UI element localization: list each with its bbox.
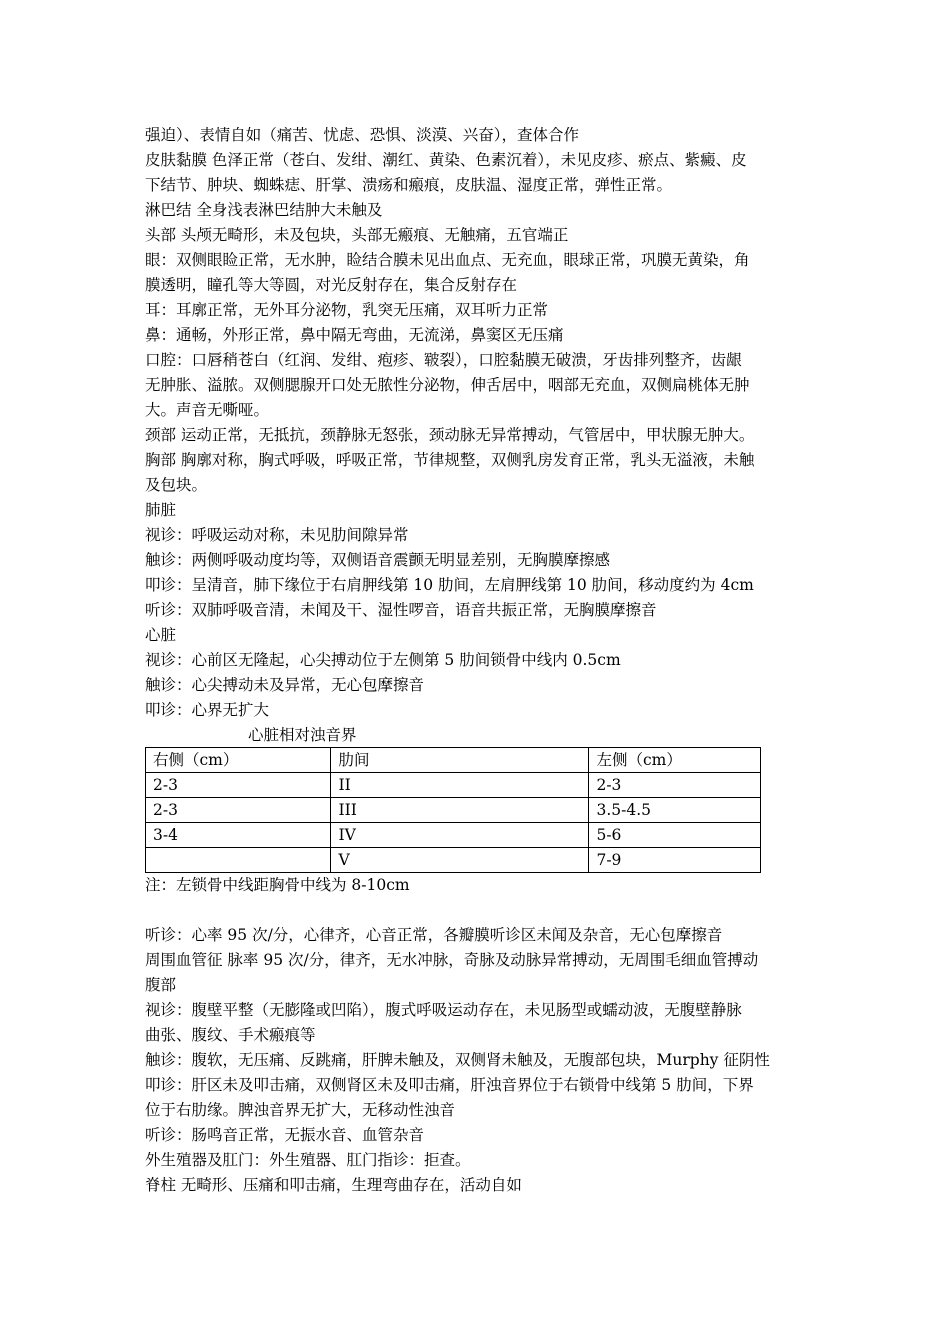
text-line: 位于右肋缘。脾浊音界无扩大，无移动性浊音 [145,1101,456,1119]
text-line: 听诊：肠鸣音正常，无振水音、血管杂音 [145,1126,425,1144]
table-cell: 2-3 [146,798,331,823]
text-line: 周围血管征 脉率 95 次/分，律齐，无水冲脉，奇脉及动脉异常搏动，无周围毛细血管搏动 [145,951,759,969]
text-line: 触诊：心尖搏动未及异常，无心包摩擦音 [145,676,425,694]
text-line: 脊柱 无畸形、压痛和叩击痛，生理弯曲存在，活动自如 [145,1176,522,1194]
table-header-row [146,748,761,773]
text-line: 外生殖器及肛门：外生殖器、肛门指诊：拒查。 [145,1151,471,1169]
document-content [145,123,810,1198]
text-line: 听诊：双肺呼吸音清，未闻及干、湿性啰音，语音共振正常，无胸膜摩擦音 [145,601,657,619]
text-line: 心脏 [145,626,177,644]
text-line: 耳：耳廓正常，无外耳分泌物，乳突无压痛，双耳听力正常 [145,301,549,319]
table-cell: 2-3 [146,773,331,798]
text-line: 叩诊：肝区未及叩击痛，双侧肾区未及叩击痛，肝浊音界位于右锁骨中线第 5 肋间，下界 [145,1076,754,1094]
text-line: 触诊：两侧呼吸动度均等，双侧语音震颤无明显差别，无胸膜摩擦感 [145,551,611,569]
text-line: 视诊：腹壁平整（无膨隆或凹陷），腹式呼吸运动存在，未见肠型或蠕动波，无腹壁静脉 [145,1001,742,1019]
table-cell: 2-3 [589,773,761,798]
table-note: 注：左锁骨中线距胸骨中线为 8-10cm [145,876,410,894]
text-line: 无肿胀、溢脓。双侧腮腺开口处无脓性分泌物，伸舌居中，咽部无充血，双侧扁桃体无肿 [145,376,750,394]
text-line: 曲张、腹纹、手术瘢痕等 [145,1026,316,1044]
cardiac-dullness-table [145,747,761,873]
header-right-side: 右侧（cm） [146,748,331,773]
blank-line [145,898,810,923]
table-row [146,823,761,848]
text-line: 口腔：口唇稍苍白（红润、发绀、疱疹、皲裂），口腔黏膜无破溃，牙齿排列整齐，齿龈 [145,351,742,369]
text-line: 大。声音无嘶哑。 [145,401,270,419]
table-cell: IV [331,823,589,848]
table-cell [146,848,331,873]
text-line: 及包块。 [145,476,208,494]
header-intercostal: 肋间 [331,748,589,773]
table-cell: 7-9 [589,848,761,873]
text-line: 膜透明，瞳孔等大等圆，对光反射存在，集合反射存在 [145,276,518,294]
text-block-before-table [145,123,810,723]
text-line: 头部 头颅无畸形，未及包块，头部无瘢痕、无触痛，五官端正 [145,226,569,244]
table-cell: 3-4 [146,823,331,848]
text-line: 强迫）、表情自如（痛苦、忧虑、恐惧、淡漠、兴奋），查体合作 [145,126,580,144]
table-cell: 5-6 [589,823,761,848]
text-block-after-table [145,923,810,1198]
text-line: 鼻：通畅，外形正常，鼻中隔无弯曲，无流涕，鼻窦区无压痛 [145,326,564,344]
text-line: 叩诊：心界无扩大 [145,701,270,719]
table-cell: III [331,798,589,823]
table-row [146,798,761,823]
table-caption: 心脏相对浊音界 [248,726,357,744]
text-line: 视诊：呼吸运动对称，未见肋间隙异常 [145,526,409,544]
text-line: 胸部 胸廓对称，胸式呼吸，呼吸正常，节律规整，双侧乳房发育正常，乳头无溢液，未触 [145,451,755,469]
text-line: 肺脏 [145,501,177,519]
table-cell: 3.5-4.5 [589,798,761,823]
text-line: 视诊：心前区无隆起，心尖搏动位于左侧第 5 肋间锁骨中线内 0.5cm [145,651,621,669]
text-line: 触诊：腹软，无压痛、反跳痛，肝脾未触及，双侧肾未触及，无腹部包块，Murphy 征阴性 [145,1051,770,1069]
text-line: 颈部 运动正常，无抵抗，颈静脉无怒张，颈动脉无异常搏动，气管居中，甲状腺无肿大。 [145,426,755,444]
text-line: 腹部 [145,976,177,994]
text-line: 皮肤黏膜 色泽正常（苍白、发绀、潮红、黄染、色素沉着），未见皮疹、瘀点、紫癜、皮 [145,151,747,169]
table-cell: V [331,848,589,873]
text-line: 下结节、肿块、蜘蛛痣、肝掌、溃疡和瘢痕，皮肤温、湿度正常，弹性正常。 [145,176,673,194]
table-row [146,848,761,873]
text-line: 听诊：心率 95 次/分，心律齐，心音正常，各瓣膜听诊区未闻及杂音，无心包摩擦音 [145,926,723,944]
text-line: 叩诊：呈清音，肺下缘位于右肩胛线第 10 肋间，左肩胛线第 10 肋间，移动度约为 4cm [145,576,754,594]
header-left-side: 左侧（cm） [589,748,761,773]
table-row [146,773,761,798]
table-cell: II [331,773,589,798]
text-line: 淋巴结 全身浅表淋巴结肿大未触及 [145,201,383,219]
text-line: 眼：双侧眼睑正常，无水肿，睑结合膜未见出血点、无充血，眼球正常，巩膜无黄染，角 [145,251,750,269]
